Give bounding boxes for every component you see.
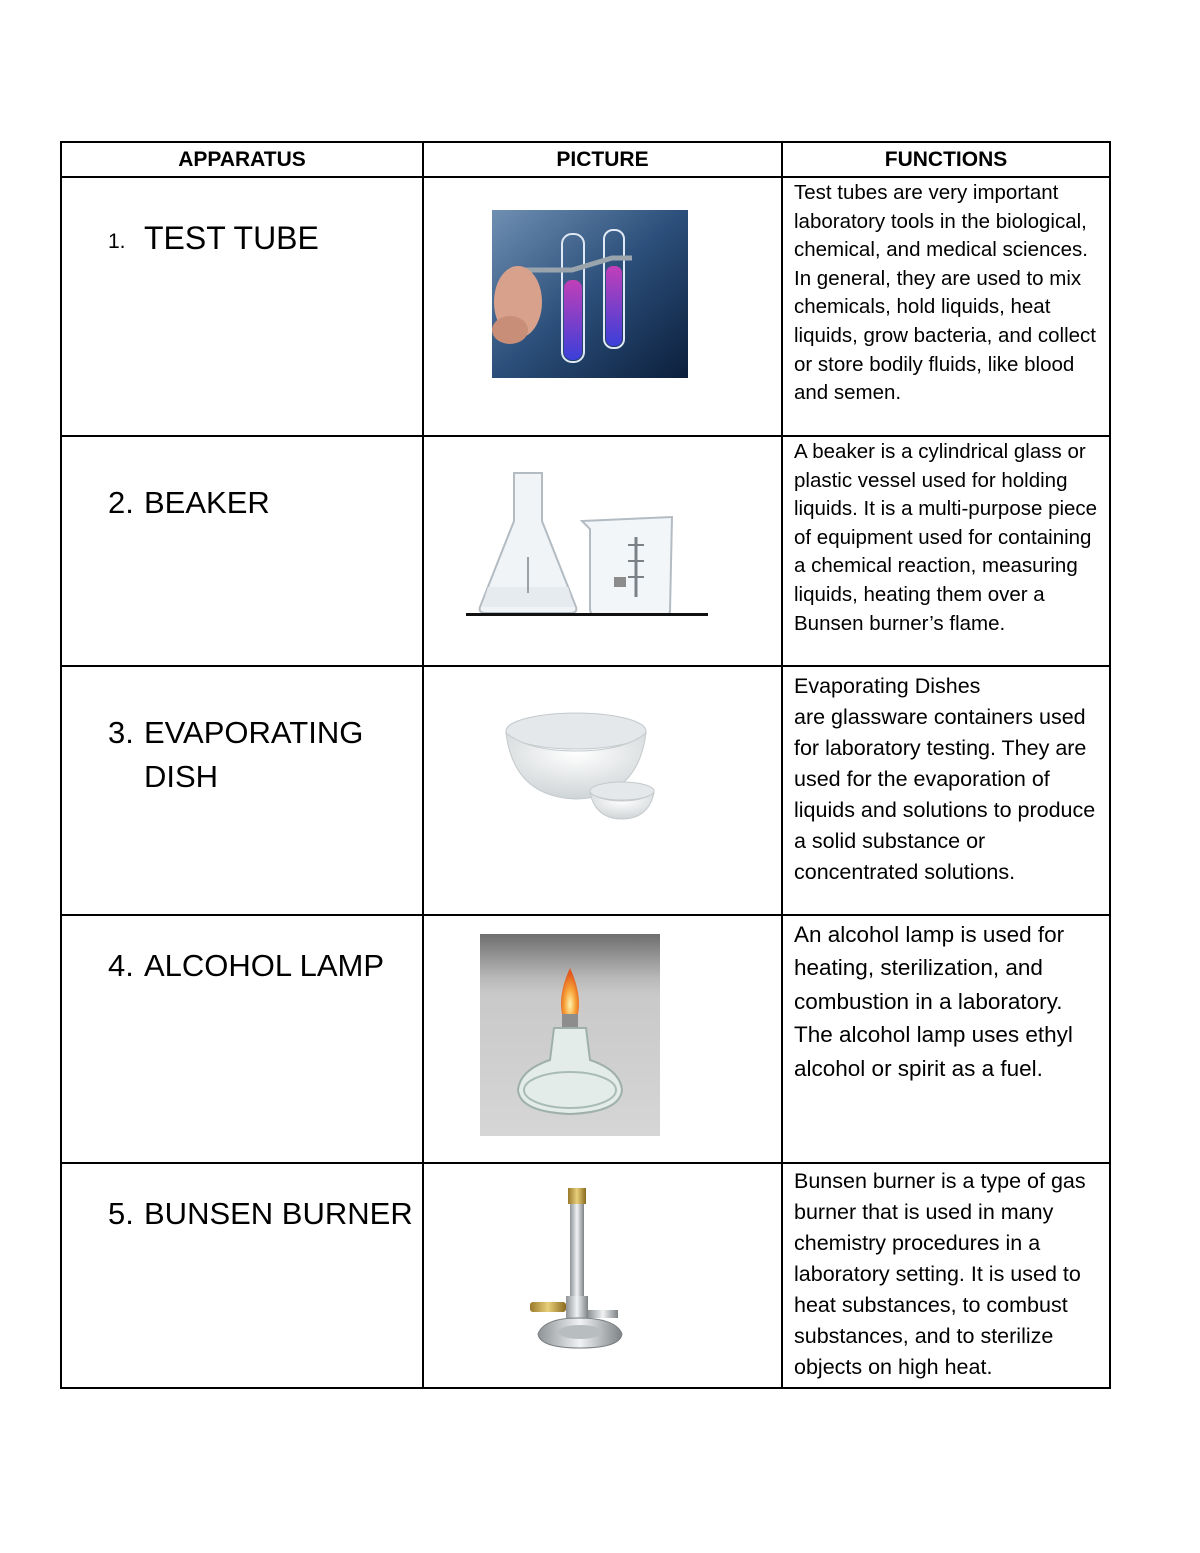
row-number: 5. (108, 1196, 134, 1231)
function-text: A beaker is a cylindrical glass or plastic vessel used for holding liquids. It is a multi-purpose piece of equipment used for containing a chemical reaction, measuring liquids, heating them over a Bunsen burner’s flame. (794, 440, 1098, 635)
picture-cell (423, 915, 782, 1163)
row-number: 4. (108, 948, 134, 983)
picture-cell (423, 436, 782, 666)
apparatus-name: ALCOHOL LAMP (144, 948, 385, 983)
function-text: An alcohol lamp is used for heating, sterilization, and combustion in a laboratory. The alcohol lamp uses ethyl alcohol or spirit as a fuel. (794, 922, 1073, 1081)
table-row (61, 177, 1110, 436)
header-functions: FUNCTIONS (782, 142, 1110, 177)
apparatus-cell (61, 436, 423, 666)
row-number: 1. (108, 230, 126, 253)
picture-cell (423, 1163, 782, 1388)
function-cell (782, 1163, 1110, 1388)
apparatus-table-container (60, 141, 1109, 1389)
alcohol-lamp-photo (480, 934, 660, 1136)
apparatus-cell (61, 177, 423, 436)
function-cell (782, 177, 1110, 436)
apparatus-name-line1: EVAPORATING (144, 715, 364, 750)
function-cell (782, 666, 1110, 915)
picture-cell (423, 177, 782, 436)
apparatus-cell (61, 666, 423, 915)
table-row (61, 915, 1110, 1163)
function-text-rest: are glassware containers used for laboratory testing. They are used for the evaporation of liquids and solutions to produce a solid substance or concentrated solutions. (794, 705, 1096, 884)
apparatus-cell (61, 915, 423, 1163)
function-text: Bunsen burner is a type of gas burner that is used in many chemistry procedures in a laboratory setting. It is used to heat substances, to combust substances, and to sterilize objects on high heat. (794, 1169, 1086, 1379)
apparatus-name: BEAKER (144, 485, 270, 520)
apparatus-name: BUNSEN BURNER (144, 1196, 413, 1231)
apparatus-name: TEST TUBE (144, 220, 319, 256)
table-row (61, 666, 1110, 915)
function-text (783, 667, 1109, 888)
function-text: Test tubes are very important laboratory tools in the biological, chemical, and medical sciences. In general, they are used to mix chemicals, hold liquids, heat liquids, grow bacteria, and collect or store bodily fluids, like blood and semen. (794, 181, 1096, 405)
evaporating-dish-photo (504, 707, 674, 827)
beaker-photo (464, 469, 710, 619)
bunsen-burner-photo (524, 1184, 634, 1354)
header-picture: PICTURE (423, 142, 782, 177)
row-number: 2. (108, 485, 134, 520)
function-cell (782, 436, 1110, 666)
apparatus-cell (61, 1163, 423, 1388)
function-text-line1: Evaporating Dishes (794, 674, 981, 698)
table-row (61, 436, 1110, 666)
apparatus-name (144, 711, 363, 799)
apparatus-table (60, 141, 1111, 1389)
test-tube-photo (492, 210, 688, 378)
header-apparatus: APPARATUS (61, 142, 423, 177)
function-cell (782, 915, 1110, 1163)
picture-cell (423, 666, 782, 915)
row-number: 3. (108, 715, 134, 750)
apparatus-name-line2: DISH (144, 759, 219, 794)
header-row (61, 142, 1110, 177)
table-row (61, 1163, 1110, 1388)
